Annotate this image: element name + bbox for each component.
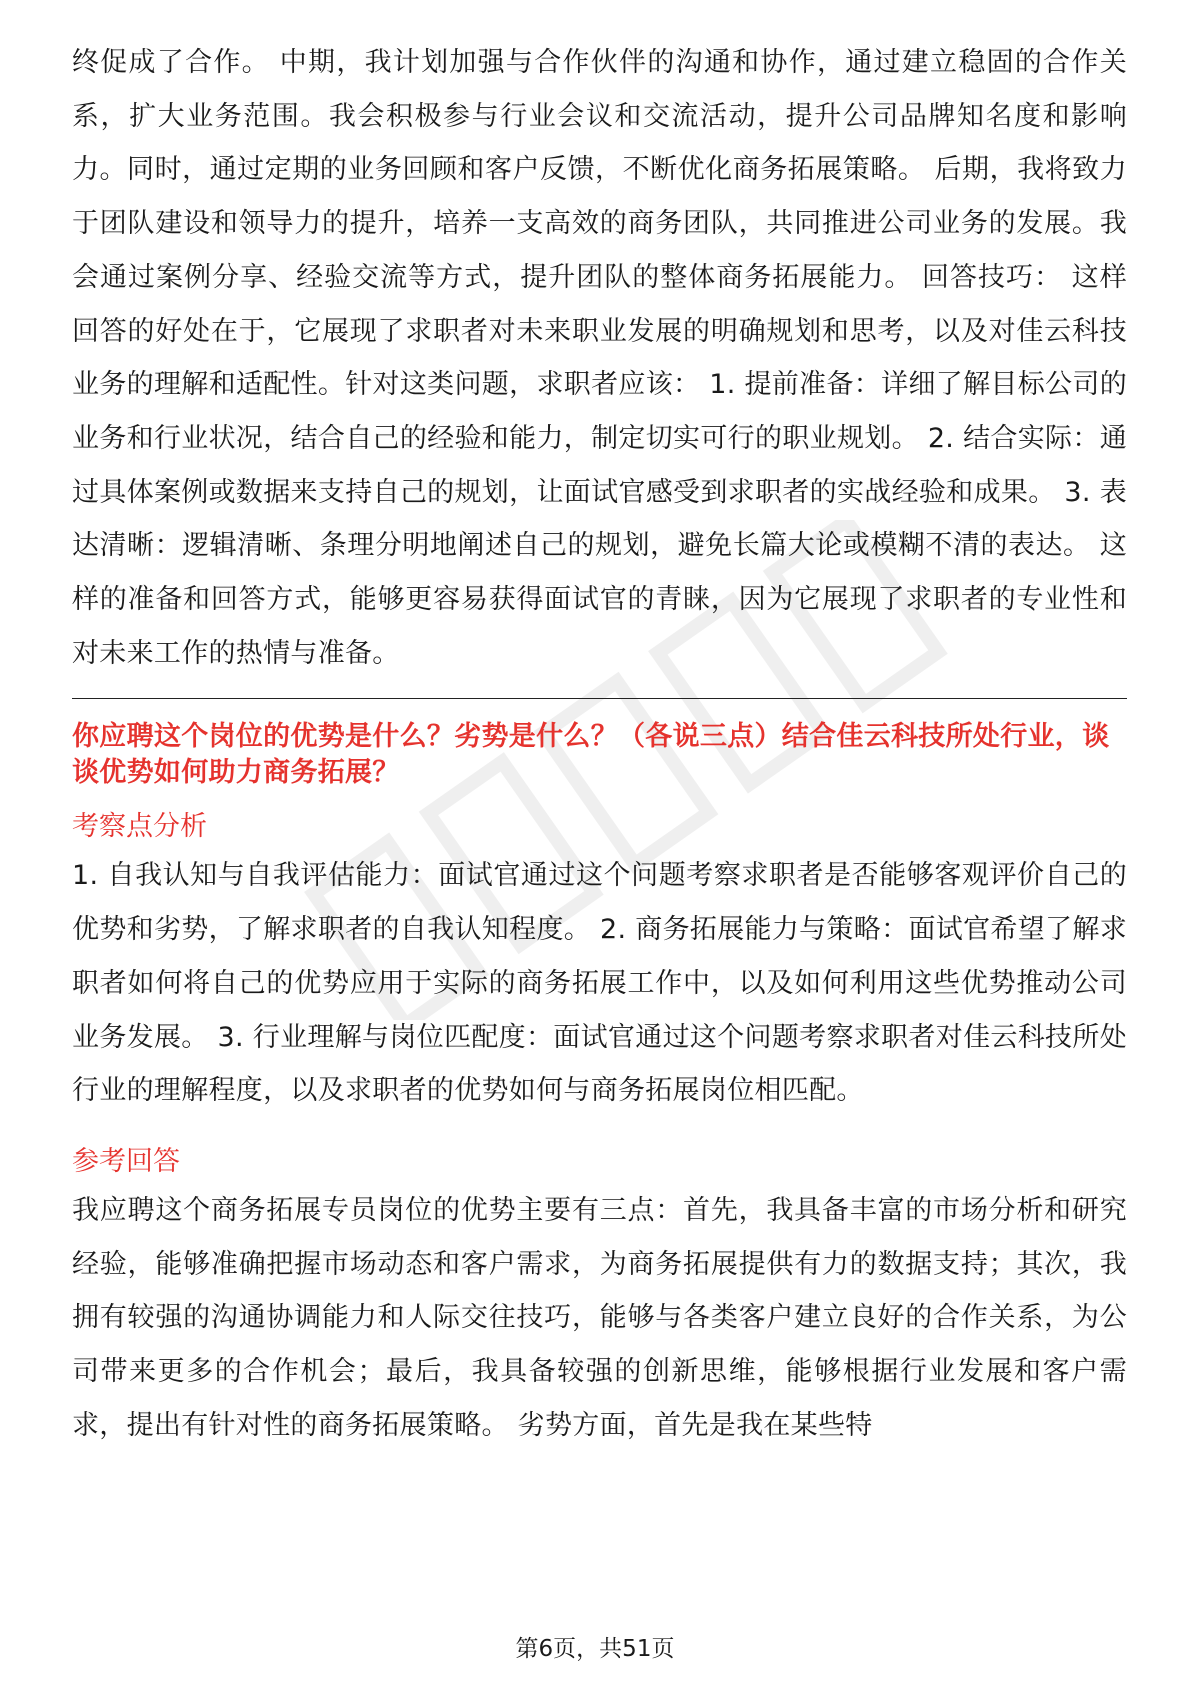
page-content	[72, 36, 1127, 1452]
section-divider	[72, 698, 1127, 699]
question-heading: 你应聘这个岗位的优势是什么？劣势是什么？（各说三点）结合佳云科技所处行业，谈谈优势如何助力商务拓展？	[72, 721, 1110, 789]
page-number-footer: 第6页，共51页	[515, 1636, 675, 1662]
analysis-paragraph: 1. 自我认知与自我评估能力：面试官通过这个问题考察求职者是否能够客观评价自己的优势和劣势，了解求职者的自我认知程度。 2. 商务拓展能力与策略：面试官希望了解求职者如何将自己的优势应用于实际的商务拓展工作中，以及如何利用这些优势推动公司业务发展。 3. 行业理解与岗位匹配度：面试官通过这个问题考察求职者对佳云科技所处行业的理解程度，以及求职者的优势如何与商务拓展岗位相匹配。	[72, 860, 1127, 1107]
answer-paragraph: 我应聘这个商务拓展专员岗位的优势主要有三点：首先，我具备丰富的市场分析和研究经验，能够准确把握市场动态和客户需求，为商务拓展提供有力的数据支持；其次，我拥有较强的沟通协调能力和人际交往技巧，能够与各类客户建立良好的合作关系，为公司带来更多的合作机会；最后，我具备较强的创新思维，能够根据行业发展和客户需求，提出有针对性的商务拓展策略。 劣势方面，首先是我在某些特	[72, 1194, 1127, 1441]
analysis-title: 考察点分析	[72, 811, 207, 843]
answer-title: 参考回答	[72, 1145, 180, 1177]
continuation-paragraph: 终促成了合作。 中期，我计划加强与合作伙伴的沟通和协作，通过建立稳固的合作关系，扩大业务范围。我会积极参与行业会议和交流活动，提升公司品牌知名度和影响力。同时，通过定期的业务回顾和客户反馈，不断优化商务拓展策略。 后期，我将致力于团队建设和领导力的提升，培养一支高效的商务团队，共同推进公司业务的发展。我会通过案例分享、经验交流等方式，提升团队的整体商务拓展能力。 回答技巧： 这样回答的好处在于，它展现了求职者对未来职业发展的明确规划和思考，以及对佳云科技业务的理解和适配性。针对这类问题，求职者应该： 1. 提前准备：详细了解目标公司的业务和行业状况，结合自己的经验和能力，制定切实可行的职业规划。 2. 结合实际：通过具体案例或数据来支持自己的规划，让面试官感受到求职者的实战经验和成果。 3. 表达清晰：逻辑清晰、条理分明地阐述自己的规划，避免长篇大论或模糊不清的表达。 这样的准备和回答方式，能够更容易获得面试官的青睐，因为它展现了求职者的专业性和对未来工作的热情与准备。	[72, 47, 1127, 669]
